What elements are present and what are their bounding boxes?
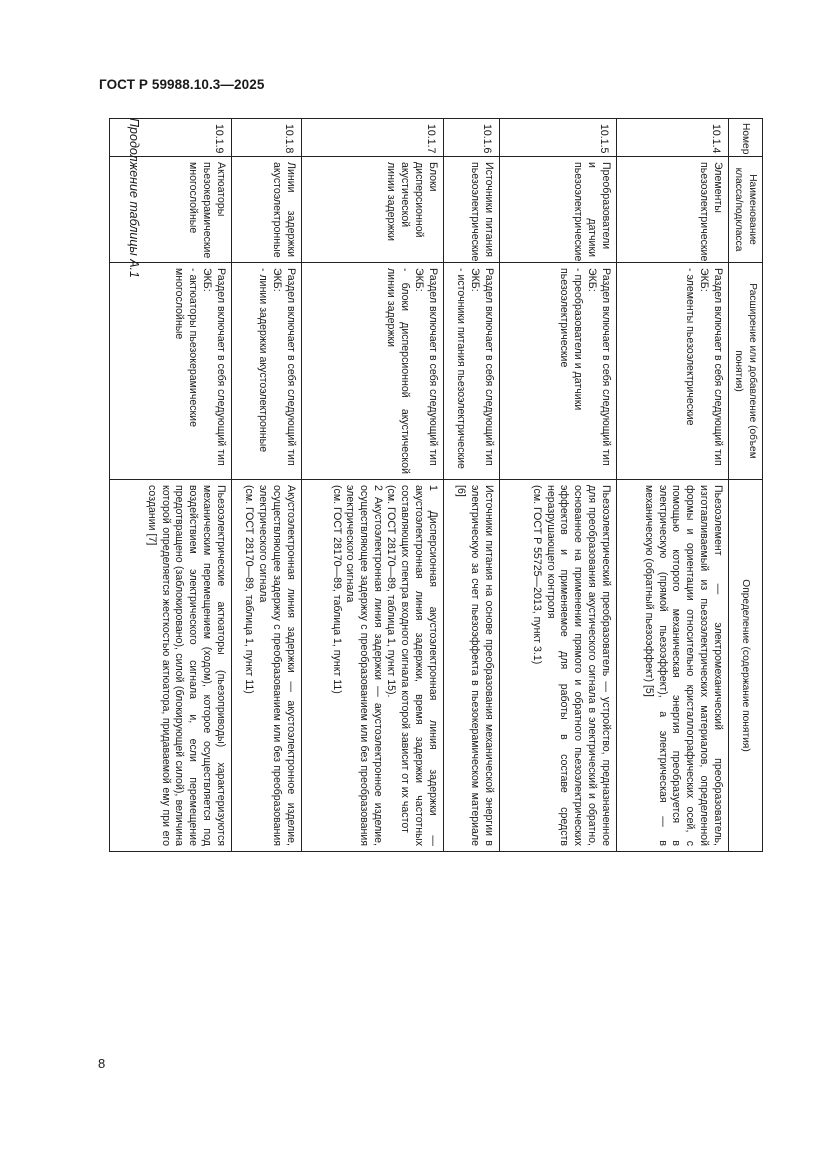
rotated-table-area bbox=[118, 118, 763, 847]
column-header-number: Номер bbox=[728, 119, 762, 157]
extension-item: - элементы пьезоэлектрические bbox=[684, 268, 697, 426]
extension-intro: Раздел включает в себя следующий тип ЭКБ: bbox=[200, 268, 227, 466]
definition-text: Акустоэлектронная линия задержки — акустоэлектронное изделие, осуществляющее задержку с преобразованием или без преобразования электрического сигнала bbox=[257, 485, 297, 846]
table-row bbox=[443, 119, 499, 852]
row-number: 10.1.8 bbox=[231, 119, 301, 157]
definition-paragraph-1: 1 Дисперсионная акустоэлектронная линия задержки — акустоэлектронная линия задержки, время задержки частотных составляющих спектра входного сигнала которой зависит от их частот bbox=[399, 485, 439, 846]
row-class-name: Элементы пьезоэлектрические bbox=[616, 157, 728, 263]
definition-text: Пьезоэлектрический преобразователь — устройство, предназначенное для преобразования акустического сигнала в электрический и обратно, основанное на применении прямого и обратного пьезоэлектрических эффектов и применяемое для работы в составе средств неразрушающего контроля bbox=[544, 485, 612, 846]
row-extension bbox=[231, 263, 301, 480]
row-number: 10.1.5 bbox=[499, 119, 616, 157]
row-definition: Пьезоэлектрические актюаторы (пьезоприводы) характеризуются механическим перемещением (ходом), которое осуществляется под воздействием электрического сигнала и, если перемещение предотвращено (заблокировано), силой (блокирующей силой), величина которой определяется жесткостью актюатора, придаваемой ему при его создании [7] bbox=[109, 480, 231, 852]
definition-reference: (см. ГОСТ 28170—89, таблица 1, пункт 11) bbox=[243, 485, 256, 694]
row-extension bbox=[301, 263, 443, 480]
row-class-name: Блоки дисперсионной акустической линии задержки bbox=[301, 157, 443, 263]
row-definition bbox=[231, 480, 301, 852]
column-header-definition: Определение (содержание понятия) bbox=[728, 480, 762, 852]
extension-item: - блоки дисперсионной акустической линии задержки bbox=[385, 268, 412, 474]
definition-paragraph-2: 2 Акустоэлектронная линия задержки — акустоэлектронное изделие, осуществляющее задержку с преобразованием или без преобразования электрического сигнала bbox=[344, 485, 384, 846]
table-caption: Продолжение таблицы А.1 bbox=[127, 118, 141, 278]
row-number: 10.1.4 bbox=[616, 119, 728, 157]
document-code-header: ГОСТ Р 59988.10.3—2025 bbox=[99, 77, 265, 92]
row-class-name: Преобразователи и датчики пьезоэлектрические bbox=[499, 157, 616, 263]
extension-item: - преобразователи и датчики пьезоэлектрические bbox=[558, 268, 585, 411]
row-class-name: Актюаторы пьезокерамические многослойные bbox=[109, 157, 231, 263]
extension-item: - источники питания пьезоэлектрические bbox=[455, 268, 468, 469]
row-number: 10.1.7 bbox=[301, 119, 443, 157]
definition-reference: (см. ГОСТ Р 55725—2013, пункт 3.1) bbox=[531, 485, 544, 665]
table-row bbox=[499, 119, 616, 852]
table-row bbox=[231, 119, 301, 852]
row-definition: Источники питания на основе преобразования механической энергии в электрическую за счет пьезоэффекта в пьезокерамическом материале [6] bbox=[443, 480, 499, 852]
extension-intro: Раздел включает в себя следующий тип ЭКБ: bbox=[270, 268, 297, 466]
row-definition bbox=[301, 480, 443, 852]
row-class-name: Источники питания пьезоэлектрические bbox=[443, 157, 499, 263]
extension-item: - актюаторы пьезокерамические многослойные bbox=[173, 268, 200, 427]
extension-intro: Раздел включает в себя следующий тип ЭКБ: bbox=[585, 268, 612, 466]
row-number: 10.1.6 bbox=[443, 119, 499, 157]
row-definition bbox=[499, 480, 616, 852]
row-class-name: Линии задержки акустоэлектронные bbox=[231, 157, 301, 263]
page-number: 8 bbox=[98, 1056, 106, 1071]
row-number: 10.1.9 bbox=[109, 119, 231, 157]
row-extension bbox=[443, 263, 499, 480]
extension-item: - линии задержки акустоэлектронные bbox=[257, 268, 270, 453]
table-row bbox=[616, 119, 728, 852]
extension-intro: Раздел включает в себя следующий тип ЭКБ: bbox=[412, 268, 439, 466]
classification-table bbox=[109, 118, 763, 852]
extension-intro: Раздел включает в себя следующий тип ЭКБ: bbox=[468, 268, 495, 466]
table-row bbox=[301, 119, 443, 852]
definition-paragraph-1-reference: (см. ГОСТ 28170—89, таблица 1, пункт 15). bbox=[385, 485, 398, 698]
extension-intro: Раздел включает в себя следующий тип ЭКБ: bbox=[697, 268, 724, 466]
row-extension bbox=[616, 263, 728, 480]
row-extension bbox=[109, 263, 231, 480]
table-header-row bbox=[728, 119, 762, 852]
definition-paragraph-2-reference: (см. ГОСТ 28170—89, таблица 1, пункт 11) bbox=[330, 485, 343, 694]
column-header-class-name: Наименование класса/подкласса bbox=[728, 157, 762, 263]
row-definition: Пьезоэлемент — электромеханический преобразователь, изготавливаемый из пьезоэлектрических материалов, определенной формы и ориентации относительно кристаллографических осей, с помощью которого механическая энергия преобразуется в электрическую (прямой пьезоэффект), а электрическая — в механическую (обратный пьезоэффект) [5] bbox=[616, 480, 728, 852]
column-header-extension: Расширение или добавление (объем понятия) bbox=[728, 263, 762, 480]
row-extension bbox=[499, 263, 616, 480]
